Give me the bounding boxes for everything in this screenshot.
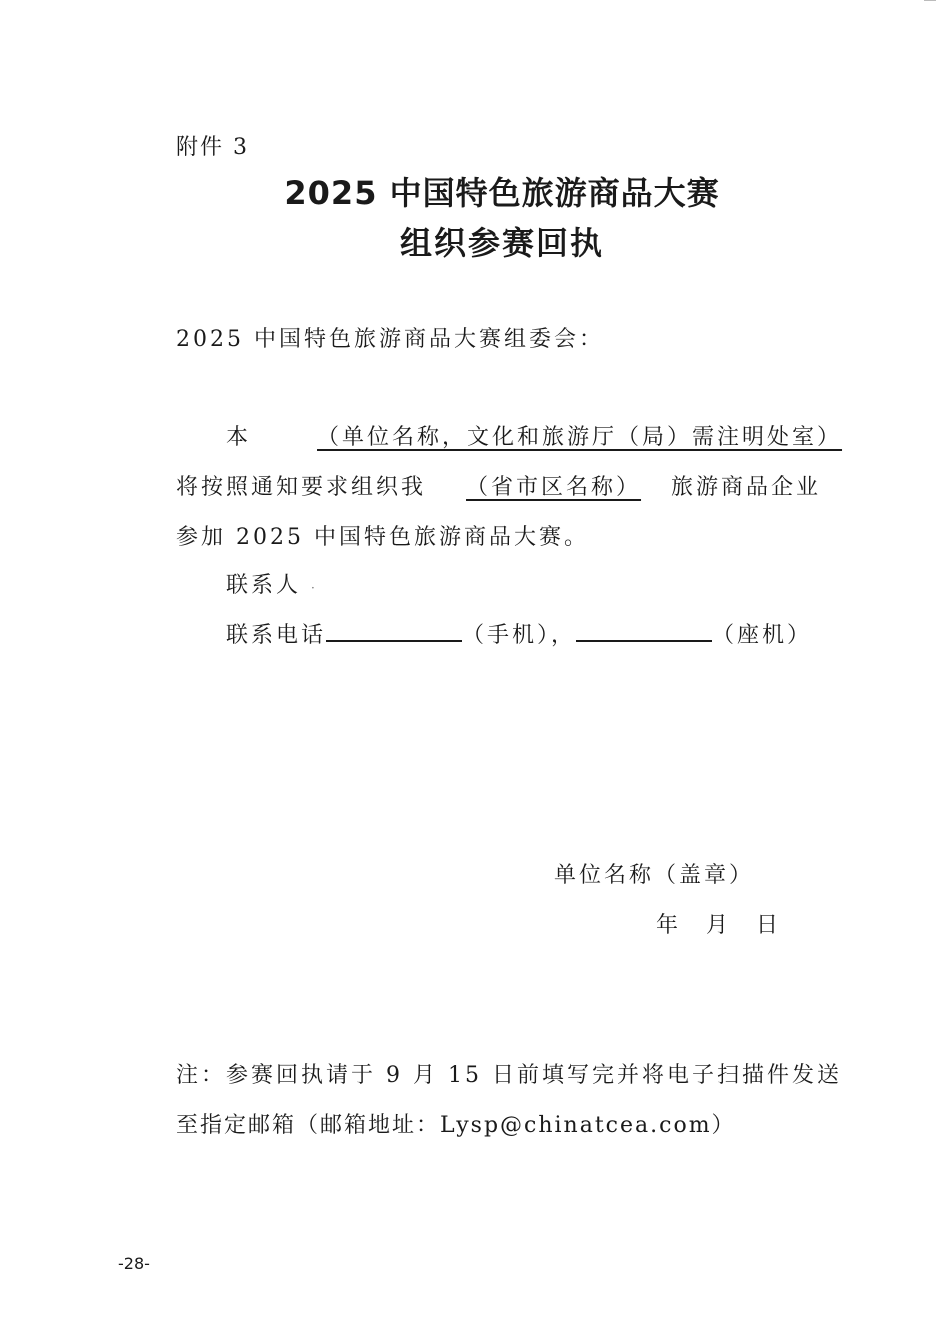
scan-edge-mark [924, 0, 936, 5]
paragraph-line-3: 参加 2025 中国特色旅游商品大赛。 [176, 525, 589, 550]
unit-name-field[interactable] [251, 425, 842, 450]
unit-name-hint: （单位名称，文化和旅游厅（局）需注明处室） [317, 425, 843, 450]
salutation: 2025 中国特色旅游商品大赛组委会： [176, 327, 604, 352]
mobile-field[interactable] [326, 618, 462, 642]
line1-prefix: 本 [226, 425, 252, 450]
landline-label: （座机） [712, 623, 813, 648]
signature-date [656, 908, 778, 939]
note-line-2: 至指定邮箱（邮箱地址：Lysp@chinatcea.com） [176, 1113, 736, 1138]
region-name-hint: （省市区名称） [466, 475, 642, 500]
contact-person-row [226, 568, 318, 599]
attachment-label: 附件 3 [176, 135, 249, 160]
paragraph-line-2 [176, 470, 821, 501]
mobile-label: （手机）， [462, 623, 577, 648]
line2-prefix: 将按照通知要求组织我 [176, 475, 427, 500]
landline-field[interactable] [576, 618, 712, 642]
line2-suffix: 旅游商品企业 [671, 475, 822, 500]
page-number: -28- [118, 1254, 150, 1273]
contact-person-field[interactable]: · [311, 581, 318, 595]
contact-person-label: 联系人 [226, 573, 302, 598]
phone-label: 联系电话 [226, 623, 327, 648]
seal-label: 单位名称（盖章） [554, 863, 755, 888]
date-day: 日 [756, 913, 779, 938]
paragraph-line-1 [226, 420, 842, 451]
title-line-2: 组织参赛回执 [399, 224, 604, 262]
title-line-1: 2025 中国特色旅游商品大赛 [284, 174, 720, 212]
date-year: 年 [656, 913, 679, 938]
region-name-field[interactable] [426, 475, 671, 500]
note-line-1: 注：参赛回执请于 9 月 15 日前填写完并将电子扫描件发送 [176, 1063, 842, 1088]
contact-phone-row [226, 618, 812, 649]
date-month: 月 [706, 913, 729, 938]
